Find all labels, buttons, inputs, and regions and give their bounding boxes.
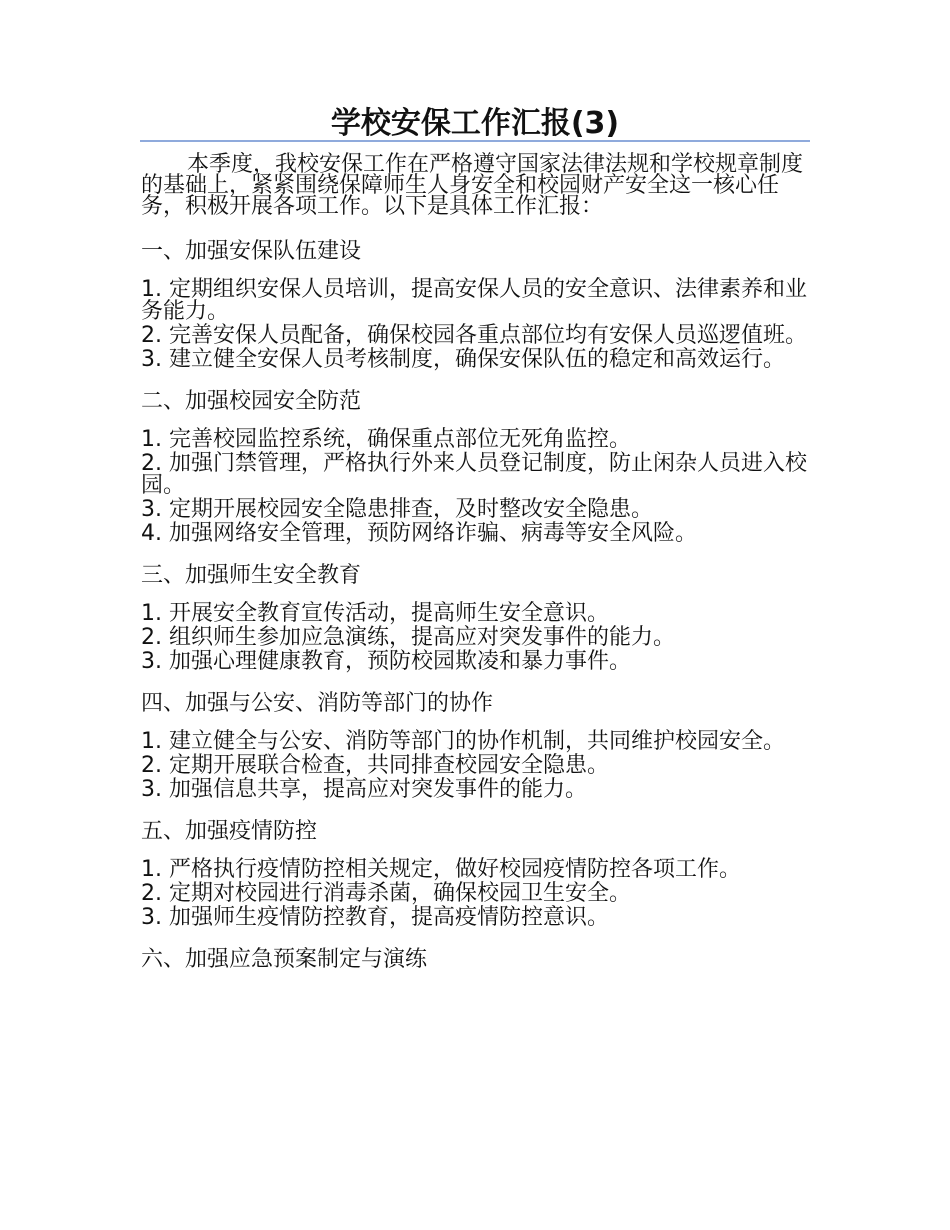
document-title: 学校安保工作汇报(3) [330, 106, 620, 141]
section-heading: 四、加强与公安、消防等部门的协作 [141, 691, 494, 716]
section-4 [141, 691, 813, 801]
intro-paragraph: 本季度，我校安保工作在严格遵守国家法律法规和学校规章制度的基础上，紧紧围绕保障师生人身安全和校园财产安全这一核心任务，积极开展各项工作。以下是具体工作汇报： [141, 152, 804, 219]
list-item: 1. 完善校园监控系统，确保重点部位无死角监控。 [141, 427, 631, 452]
section-heading: 三、加强师生安全教育 [141, 563, 362, 588]
list-item: 2. 定期对校园进行消毒杀菌，确保校园卫生安全。 [141, 881, 631, 906]
list-item: 2. 加强门禁管理，严格执行外来人员登记制度，防止闲杂人员进入校园。 [141, 451, 807, 498]
section-3 [141, 563, 813, 673]
section-2 [141, 389, 813, 545]
section-items [141, 429, 813, 545]
list-item: 3. 加强师生疫情防控教育，提高疫情防控意识。 [141, 905, 609, 930]
list-item: 3. 定期开展校园安全隐患排查，及时整改安全隐患。 [141, 497, 653, 522]
section-5 [141, 819, 813, 929]
document-body [141, 154, 813, 991]
list-item: 1. 定期组织安保人员培训，提高安保人员的安全意识、法律素养和业务能力。 [141, 277, 807, 324]
list-item: 3. 加强心理健康教育，预防校园欺凌和暴力事件。 [141, 649, 631, 674]
title-block [140, 104, 810, 142]
list-item: 3. 加强信息共享，提高应对突发事件的能力。 [141, 777, 587, 802]
section-heading: 二、加强校园安全防范 [141, 389, 362, 414]
section-items [141, 859, 813, 929]
list-item: 1. 严格执行疫情防控相关规定，做好校园疫情防控各项工作。 [141, 857, 741, 882]
list-item: 2. 组织师生参加应急演练，提高应对突发事件的能力。 [141, 625, 675, 650]
section-items [141, 731, 813, 801]
section-heading: 六、加强应急预案制定与演练 [141, 947, 428, 972]
section-6 [141, 947, 813, 973]
section-heading: 五、加强疫情防控 [141, 819, 318, 844]
list-item: 1. 建立健全与公安、消防等部门的协作机制，共同维护校园安全。 [141, 729, 785, 754]
list-item: 3. 建立健全安保人员考核制度，确保安保队伍的稳定和高效运行。 [141, 347, 785, 372]
section-heading: 一、加强安保队伍建设 [141, 239, 362, 264]
section-items [141, 603, 813, 673]
list-item: 1. 开展安全教育宣传活动，提高师生安全意识。 [141, 601, 609, 626]
list-item: 4. 加强网络安全管理，预防网络诈骗、病毒等安全风险。 [141, 521, 697, 546]
section-1 [141, 239, 813, 371]
section-items [141, 279, 813, 371]
list-item: 2. 完善安保人员配备，确保校园各重点部位均有安保人员巡逻值班。 [141, 323, 807, 348]
list-item: 2. 定期开展联合检查，共同排查校园安全隐患。 [141, 753, 609, 778]
